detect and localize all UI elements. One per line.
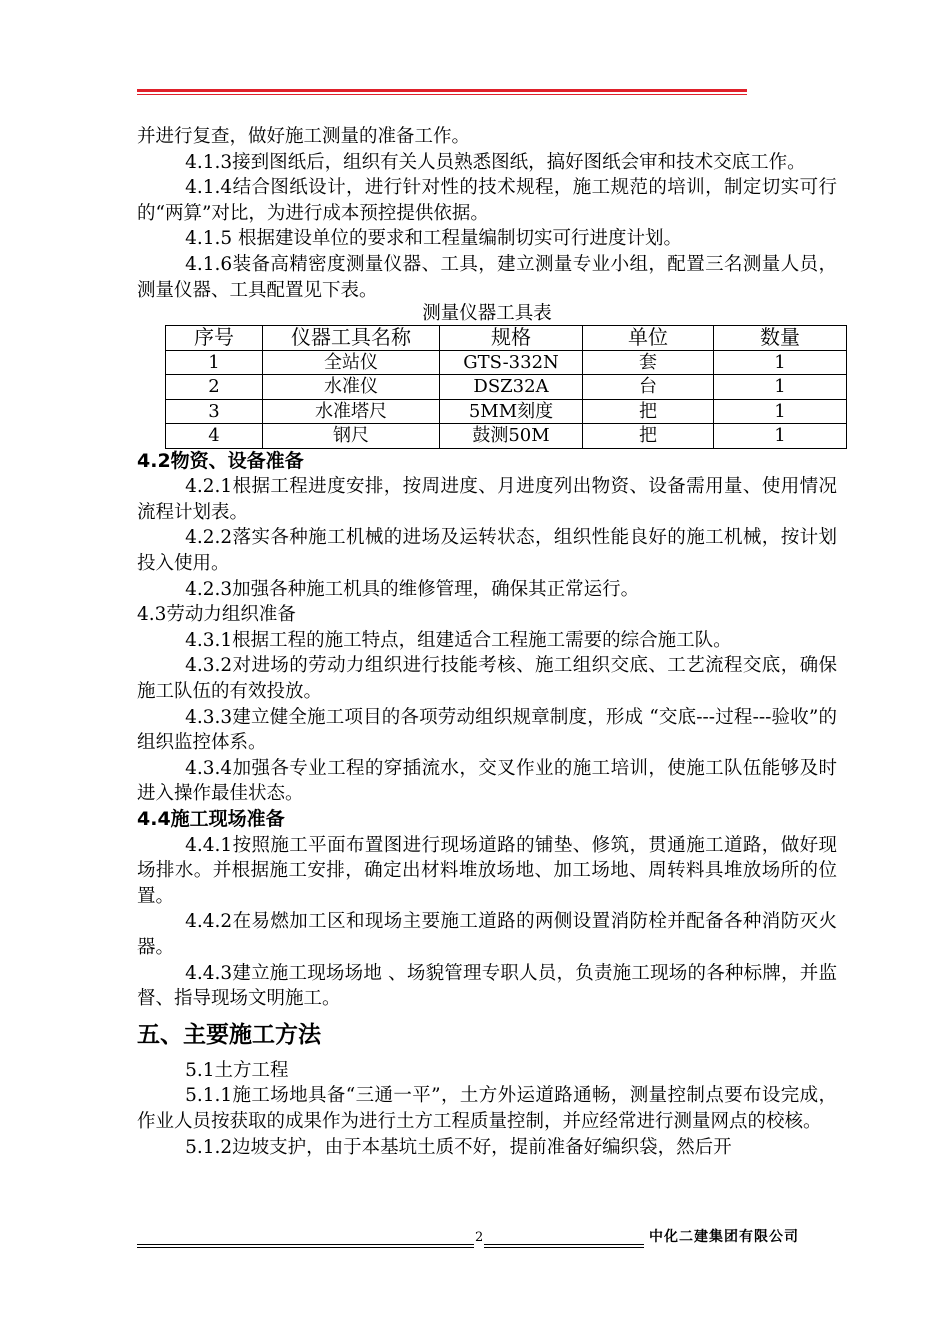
table-cell: 1 [714, 350, 847, 375]
col-header-qty: 数量 [714, 326, 847, 351]
paragraph-4-1-4: 4.1.4结合图纸设计，进行针对性的技术规程，施工规范的培训，制定切实可行的“两算”对比，为进行成本预控提供依据。 [137, 177, 837, 224]
table-cell: 水准仪 [263, 375, 440, 400]
table-row [166, 424, 847, 449]
table-header-row [166, 326, 847, 351]
footer-rule [137, 1244, 474, 1245]
page-number: 2 [475, 1230, 484, 1245]
section-heading-4-2: 4.2物资、设备准备 [137, 449, 304, 472]
header-rule-thin [137, 94, 747, 95]
table-row [166, 350, 847, 375]
paragraph-4-3-4: 4.3.4加强各专业工程的穿插流水，交叉作业的施工培训，使施工队伍能够及时进入操作最佳状态。 [137, 757, 837, 805]
paragraph-4-3-2: 4.3.2对进场的劳动力组织进行技能考核、施工组织交底、工艺流程交底，确保施工队伍的有效投放。 [137, 655, 837, 702]
table-cell: 1 [166, 350, 263, 375]
table-cell: DSZ32A [440, 375, 583, 400]
paragraph-4-3-3: 4.3.3建立健全施工项目的各项劳动组织规章制度，形成 “交底---过程---验收”的组织监控体系。 [137, 706, 837, 754]
footer-rule [484, 1247, 644, 1248]
paragraph-4-1-5: 4.1.5 根据建设单位的要求和工程量编制切实可行进度计划。 [185, 228, 683, 250]
table-cell: 水准塔尺 [263, 399, 440, 424]
col-header-spec: 规格 [440, 326, 583, 351]
table-cell: 把 [583, 399, 714, 424]
paragraph-4-4-1: 4.4.1按照施工平面布置图进行现场道路的铺垫、修筑，贯通施工道路，做好现场排水。并根据施工安排，确定出材料堆放场地、加工场地、周转料具堆放场所的位置。 [137, 834, 837, 907]
paragraph-5-1: 5.1土方工程 [185, 1059, 289, 1081]
section-heading-4-3: 4.3劳动力组织准备 [137, 604, 296, 626]
table-cell: 台 [583, 375, 714, 400]
paragraph-5-1-2: 5.1.2边坡支护，由于本基坑土质不好，提前准备好编织袋，然后开 [185, 1136, 732, 1158]
table-row [166, 399, 847, 424]
table-row [166, 375, 847, 400]
document-body [137, 124, 837, 1160]
paragraph-4-4-3: 4.4.3建立施工现场场地 、场貌管理专职人员，负责施工现场的各种标牌，并监督、指导现场文明施工。 [137, 962, 837, 1010]
company-name: 中化二建集团有限公司 [649, 1229, 799, 1245]
section-heading-4-4: 4.4施工现场准备 [137, 807, 285, 830]
page-footer [137, 1226, 827, 1250]
table-cell: 1 [714, 375, 847, 400]
table-cell: 1 [714, 424, 847, 449]
paragraph-4-1-6: 4.1.6装备高精密度测量仪器、工具，建立测量专业小组，配置三名测量人员，测量仪器、工具配置见下表。 [137, 253, 837, 301]
instrument-table [165, 325, 847, 449]
col-header-unit: 单位 [583, 326, 714, 351]
paragraph-4-4-2: 4.4.2在易燃加工区和现场主要施工道路的两侧设置消防栓并配备各种消防灭火器。 [137, 911, 837, 958]
table-cell: 3 [166, 399, 263, 424]
chapter-heading-5: 五、主要施工方法 [137, 1021, 321, 1048]
table-cell: 2 [166, 375, 263, 400]
col-header-name: 仪器工具名称 [263, 326, 440, 351]
paragraph-4-2-1: 4.2.1根据工程进度安排，按周进度、月进度列出物资、设备需用量、使用情况流程计划表。 [137, 476, 837, 523]
table-cell: 全站仪 [263, 350, 440, 375]
paragraph-4-2-3: 4.2.3加强各种施工机具的维修管理，确保其正常运行。 [185, 578, 640, 600]
table-cell: 套 [583, 350, 714, 375]
footer-rule [484, 1244, 644, 1245]
paragraph-5-1-1: 5.1.1施工场地具备“三通一平”，土方外运道路通畅，测量控制点要布设完成，作业人员按获取的成果作为进行土方工程质量控制，并应经常进行测量网点的校核。 [137, 1085, 837, 1132]
table-cell: 4 [166, 424, 263, 449]
paragraph-4-1-3: 4.1.3接到图纸后，组织有关人员熟悉图纸，搞好图纸会审和技术交底工作。 [185, 151, 806, 173]
col-header-index: 序号 [166, 326, 263, 351]
table-cell: 钢尺 [263, 424, 440, 449]
table-cell: 1 [714, 399, 847, 424]
header-rule-thick [137, 89, 747, 92]
table-cell: 鼓测50M [440, 424, 583, 449]
footer-rule [137, 1247, 474, 1248]
table-cell: GTS-332N [440, 350, 583, 375]
table-cell: 5MM刻度 [440, 399, 583, 424]
paragraph-4-3-1: 4.3.1根据工程的施工特点，组建适合工程施工需要的综合施工队。 [185, 629, 732, 651]
paragraph-4-2-2: 4.2.2落实各种施工机械的进场及运转状态，组织性能良好的施工机械，按计划投入使用。 [137, 527, 837, 575]
table-caption: 测量仪器工具表 [422, 303, 552, 325]
paragraph: 并进行复查，做好施工测量的准备工作。 [137, 126, 471, 147]
table-cell: 把 [583, 424, 714, 449]
